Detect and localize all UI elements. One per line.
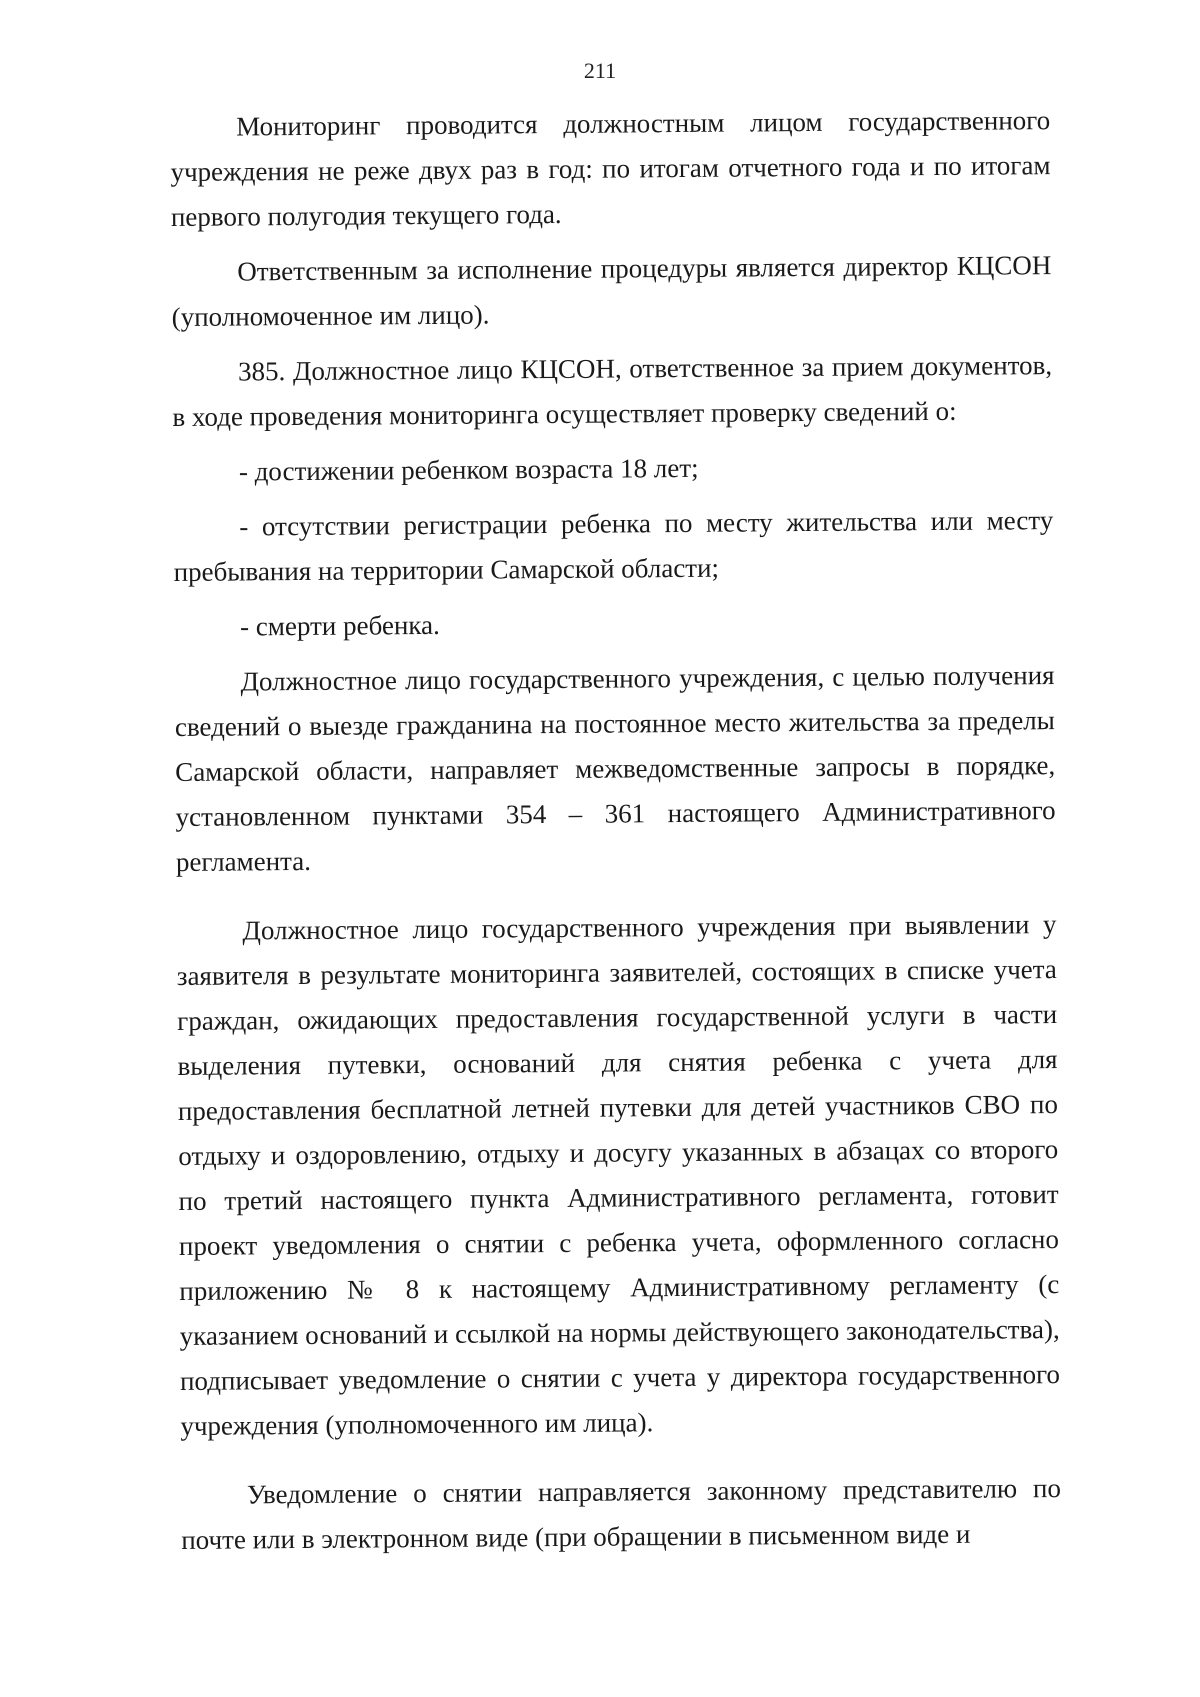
paragraph-monitoring: Мониторинг проводится должностным лицом государственного учреждения не реже двух раз в год: по итогам отчетного года и по итогам первого полугодия текущего года. <box>170 105 1051 232</box>
list-item-age: - достижении ребенком возраста 18 лет; <box>238 452 699 487</box>
document-body <box>170 98 1061 1563</box>
paragraph-notification-draft: Должностное лицо государственного учреждения при выявлении у заявителя в результате мониторинга заявителей, состоящих в списке учета граждан, ожидающих предоставления государственной услуги в части выделения путевки, оснований для снятия ребенка с учета для предоставления бесплатной летней путевки для детей участников СВО по отдыху и оздоровлению, отдыху и досугу указанных в абзацах со второго по третий настоящего пункта Административного регламента, готовит проект уведомления о снятии с ребенка учета, оформленного согласно приложению № 8 к настоящему Административному регламенту (с указанием оснований и ссылкой на нормы действующего законодательства), подписывает уведомление о снятии с учета у директора государственного учреждения (уполномоченного им лица). <box>176 909 1061 1441</box>
paragraph-requests: Должностное лицо государственного учреждения, с целью получения сведений о выезде гражданина на постоянное место жительства за пределы Самарской области, направляет межведомственные запросы в порядке, установленном пунктами 354 – 361 настоящего Административного регламента. <box>174 660 1056 877</box>
paragraph-notification-send: Уведомление о снятии направляется законному представителю по почте или в электронном виде (при обращении в письменном виде и <box>181 1473 1062 1555</box>
list-item-death: - смерти ребенка. <box>239 609 440 642</box>
list-item-registration: - отсутствии регистрации ребенка по месту жительства или месту пребывания на территории Самарской области; <box>173 505 1054 587</box>
paragraph-385: 385. Должностное лицо КЦСОН, ответственное за прием документов, в ходе проведения мониторинга осуществляет проверку сведений о: <box>172 350 1053 432</box>
page-number: 211 <box>583 58 617 83</box>
paragraph-responsible: Ответственным за исполнение процедуры является директор КЦСОН (уполномоченное им лицо). <box>171 250 1052 332</box>
